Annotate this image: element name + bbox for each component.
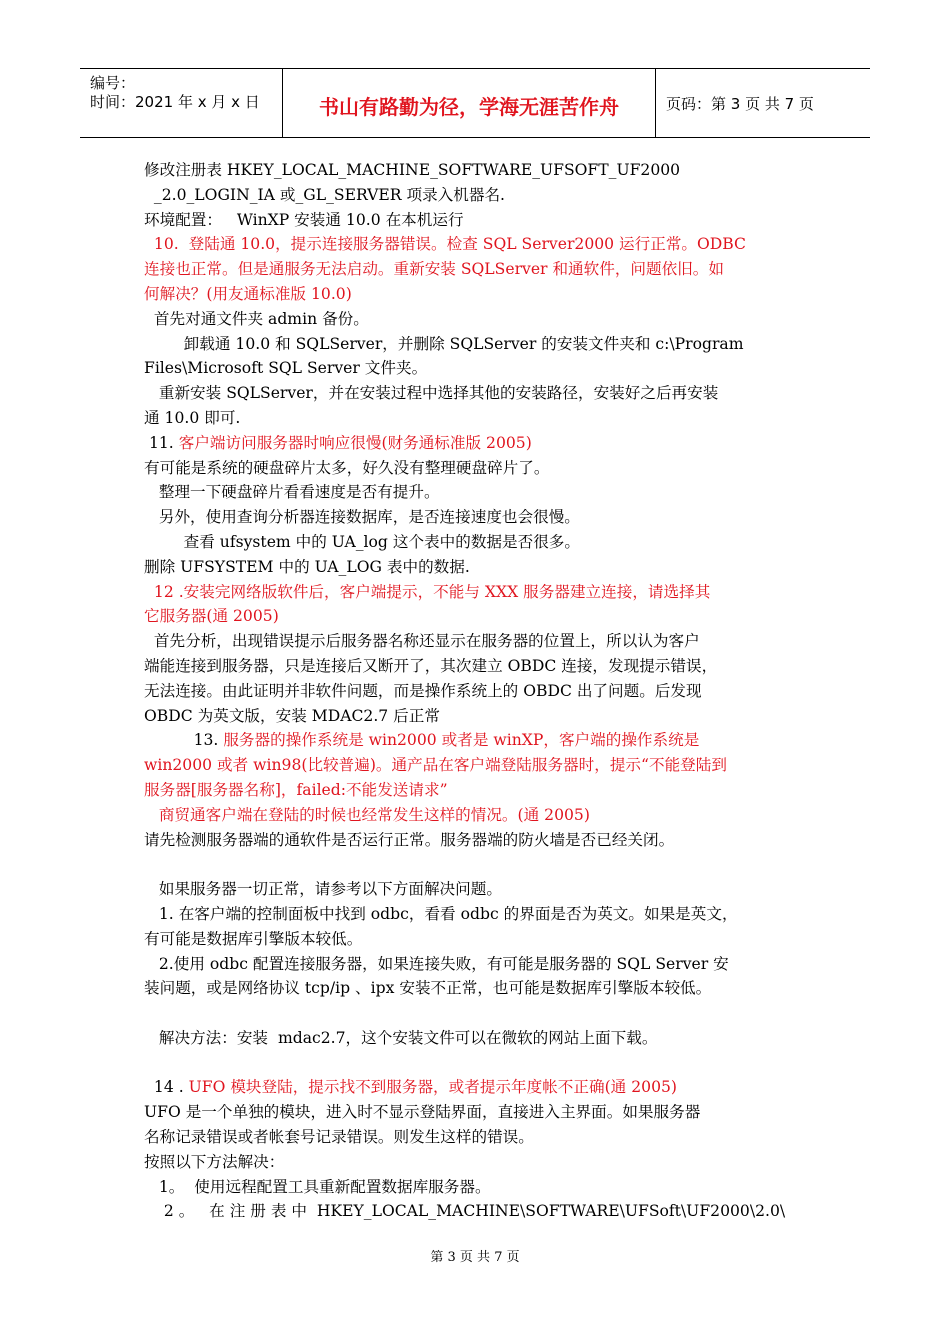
paragraph-line: 按照以下方法解决： [144,1152,285,1171]
paragraph-line: 2.使用 odbc 配置连接服务器，如果连接失败，有可能是服务器的 SQL Server 安 [144,954,729,973]
question-number: 13. [144,731,224,750]
paragraph-line: 端能连接到服务器，只是连接后又断开了，其次建立 OBDC 连接，发现提示错误， [144,656,718,675]
question-heading: 连接也正常。但是通服务无法启动。重新安装 SQLServer 和通软件，问题依旧。如 [144,260,724,279]
paragraph-line: 2 。 在 注 册 表 中 HKEY_LOCAL_MACHINE\SOFTWARE\UFSoft\UF2000\2.0\ [144,1202,786,1221]
paragraph-line: 查看 ufsystem 中的 UA_log 这个表中的数据是否很多。 [144,532,580,551]
page-info: 页码：第 3 页 共 7 页 [666,95,814,113]
paragraph-line: 删除 UFSYSTEM 中的 UA_LOG 表中的数据. [144,557,470,576]
question-heading: win2000 或者 win98(比较普遍)。通产品在客户端登陆服务器时，提示“不能登陆到 [144,756,727,775]
paragraph-line: Files\Microsoft SQL Server 文件夹。 [144,359,428,378]
paragraph-line: 首先分析，出现错误提示后服务器名称还显示在服务器的位置上，所以认为客户 [144,632,700,651]
question-number: 14 . [144,1078,189,1097]
blank-line [144,852,808,877]
paragraph-line: 请先检测服务器端的通软件是否运行正常。服务器端的防火墙是否已经关闭。 [144,830,675,849]
motto-text: 书山有路勤为径，学海无涯苦作舟 [319,95,619,119]
paragraph-line: 整理一下硬盘碎片看看速度是否有提升。 [144,483,440,502]
paragraph-line: _2.0_LOGIN_IA 或_GL_SERVER 项录入机器名. [144,185,505,204]
number-label: 编号： [90,74,136,92]
paragraph-line: 另外，使用查询分析器连接数据库，是否连接速度也会很慢。 [144,508,580,527]
question-heading: 12 .安装完网络版软件后，客户端提示，不能与 XXX 服务器建立连接，请选择其 [144,582,711,601]
paragraph-line: 如果服务器一切正常，请参考以下方面解决问题。 [144,880,502,899]
time-label: 时间：2021 年 x 月 x 日 [90,93,260,111]
page-footer: 第 3 页 共 7 页 [430,1250,520,1265]
question-heading [144,1075,808,1100]
question-title: UFO 模块登陆，提示找不到服务器，或者提示年度帐不正确(通 2005) [188,1078,677,1097]
question-heading [144,728,808,753]
header-info-cell [80,69,283,137]
paragraph-line: 环境配置： WinXP 安装通 10.0 在本机运行 [144,210,464,229]
paragraph-line: 首先对通文件夹 admin 备份。 [144,309,369,328]
paragraph-line: UFO 是一个单独的模块，进入时不显示登陆界面，直接进入主界面。如果服务器 [144,1103,701,1122]
paragraph-line: 1。 使用远程配置工具重新配置数据库服务器。 [144,1177,491,1196]
blank-line [144,1001,808,1026]
header-motto-cell [283,69,656,137]
question-heading: 何解决？(用友通标准版 10.0) [144,284,352,303]
paragraph-line: 1. 在客户端的控制面板中找到 odbc，看看 odbc 的界面是否为英文。如果是英文， [144,904,738,923]
paragraph-line: 有可能是数据库引擎版本较低。 [144,929,363,948]
question-number: 11. [144,433,179,452]
question-heading: 10. 登陆通 10.0，提示连接服务器错误。检查 SQL Server2000 运行正常。ODBC [144,235,746,254]
paragraph-line: 卸载通 10.0 和 SQLServer，并删除 SQLServer 的安装文件夹和 c:\Program [144,334,744,353]
paragraph-line: 装问题，或是网络协议 tcp/ip 、ipx 安装不正常，也可能是数据库引擎版本较低。 [144,979,712,998]
question-heading [144,431,808,456]
document-body [144,158,808,1224]
paragraph-line: 解决方法：安装 mdac2.7，这个安装文件可以在微软的网站上面下载。 [144,1028,658,1047]
question-heading: 它服务器(通 2005) [144,607,279,626]
paragraph-line: 通 10.0 即可. [144,408,241,427]
page-header [80,68,870,138]
paragraph-line: 修改注册表 HKEY_LOCAL_MACHINE_SOFTWARE_UFSOFT_UF2000 [144,161,681,179]
paragraph-line: 重新安装 SQLServer，并在安装过程中选择其他的安装路径，安装好之后再安装 [144,384,719,403]
paragraph-line: 有可能是系统的硬盘碎片太多，好久没有整理硬盘碎片了。 [144,458,550,477]
paragraph-line: 无法连接。由此证明并非软件问题，而是操作系统上的 OBDC 出了问题。后发现 [144,681,702,700]
blank-line [144,1051,808,1076]
question-title: 客户端访问服务器时响应很慢(财务通标准版 2005) [178,433,532,452]
question-title: 服务器的操作系统是 win2000 或者是 winXP，客户端的操作系统是 [223,731,700,750]
question-heading: 商贸通客户端在登陆的时候也经常发生这样的情况。(通 2005) [144,805,590,824]
question-heading: 服务器[服务器名称]，failed:不能发送请求” [144,780,448,799]
header-page-cell [656,69,870,137]
paragraph-line: 名称记录错误或者帐套号记录错误。则发生这样的错误。 [144,1128,534,1147]
paragraph-line: OBDC 为英文版，安装 MDAC2.7 后正常 [144,706,440,725]
